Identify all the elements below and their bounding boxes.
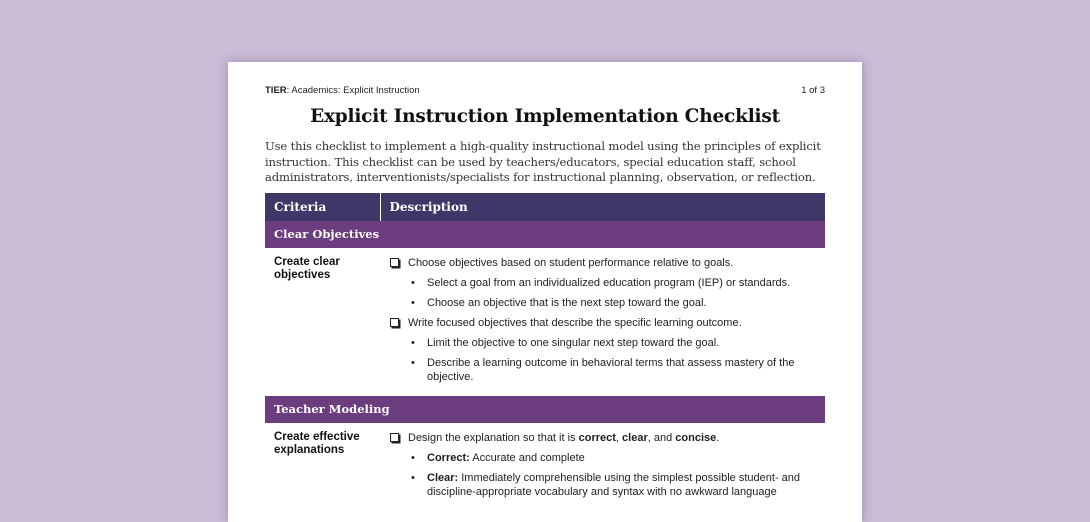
- table-row: [265, 423, 825, 511]
- bullet-icon: •: [411, 451, 415, 464]
- section-row-teacher-modeling: [265, 396, 825, 423]
- bullet-item: • Select a goal from an individualized education program (IEP) or standards.: [411, 276, 791, 289]
- page-indicator: 1 of 3: [801, 85, 825, 96]
- checkbox-icon[interactable]: [390, 318, 399, 327]
- document-page: [228, 62, 862, 522]
- description-cell: [380, 423, 825, 511]
- document-title: Explicit Instruction Implementation Checklist: [310, 106, 780, 127]
- bullet-item: • Correct: Accurate and complete: [411, 451, 585, 464]
- section-row-clear-objectives: [265, 221, 825, 248]
- checkbox-icon[interactable]: [390, 433, 399, 442]
- bullet-icon: •: [411, 296, 415, 309]
- intro-paragraph: Use this checklist to implement a high-quality instructional model using the principles of explicit instruction. This checklist can be used by teachers/educators, special education staff, school administrators, interventionists/specialists for instructional planning, observation, or reflection.: [265, 139, 821, 184]
- tier-breadcrumb: TIER: Academics: Explicit Instruction: [265, 85, 420, 96]
- section-title: Clear Objectives: [265, 221, 825, 248]
- table-header-row: [265, 193, 825, 221]
- header-criteria: Criteria: [265, 193, 380, 221]
- checkbox-icon[interactable]: [390, 258, 399, 267]
- checklist-item[interactable]: [389, 256, 825, 310]
- page-header: [265, 85, 825, 97]
- checklist-item-text: Choose objectives based on student performance relative to goals.: [408, 256, 734, 269]
- table-row: [265, 248, 825, 396]
- bullet-icon: •: [411, 356, 415, 369]
- checklist-table: [265, 193, 825, 511]
- bullet-item: • Limit the objective to one singular next step toward the goal.: [411, 336, 720, 349]
- section-title: Teacher Modeling: [265, 396, 825, 423]
- checklist-item-text: Write focused objectives that describe the specific learning outcome.: [408, 316, 742, 329]
- bullet-item: • Clear: Immediately comprehensible using the simplest possible student- and discipline-appropriate vocabulary and syntax with no awkward language: [411, 471, 800, 498]
- criteria-cell: Create clear objectives: [274, 255, 340, 281]
- bullet-icon: •: [411, 471, 415, 484]
- bullet-icon: •: [411, 336, 415, 349]
- checklist-item-text: Design the explanation so that it is correct, clear, and concise.: [408, 431, 720, 444]
- description-cell: [380, 248, 825, 396]
- criteria-cell: Create effective explanations: [274, 430, 360, 456]
- bullet-icon: •: [411, 276, 415, 289]
- header-description: Description: [380, 193, 825, 221]
- bullet-item: • Describe a learning outcome in behavioral terms that assess mastery of the objective.: [411, 356, 795, 383]
- checklist-item[interactable]: [389, 431, 825, 499]
- checklist-item[interactable]: [389, 316, 825, 384]
- bullet-item: • Choose an objective that is the next step toward the goal.: [411, 296, 707, 309]
